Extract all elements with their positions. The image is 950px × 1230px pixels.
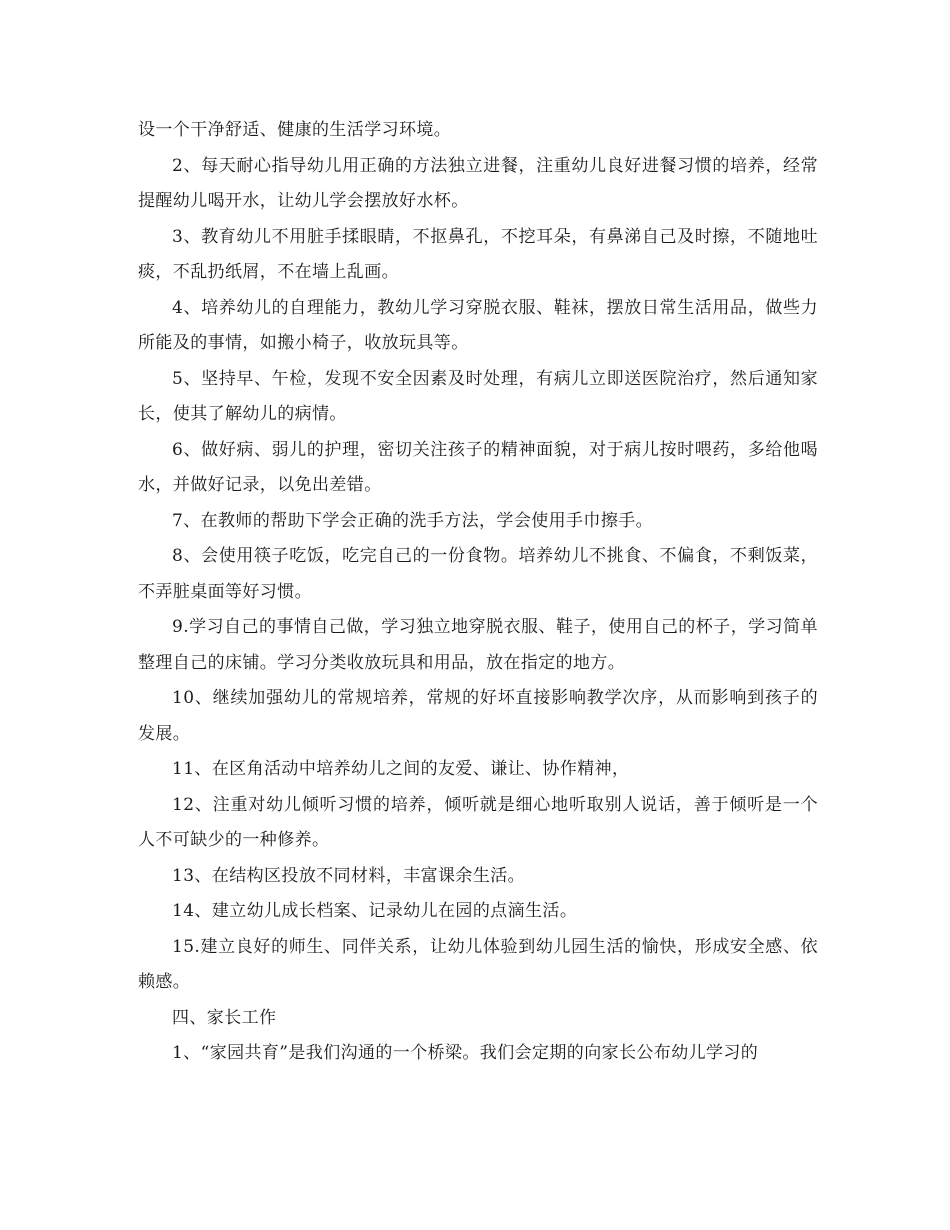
paragraph-item-3: 3、教育幼儿不用脏手揉眼睛，不抠鼻孔，不挖耳朵，有鼻涕自己及时擦，不随地吐痰，不乱扔纸屑，不在墙上乱画。	[138, 226, 818, 282]
paragraph-item-2: 2、每天耐心指导幼儿用正确的方法独立进餐，注重幼儿良好进餐习惯的培养，经常提醒幼儿喝开水，让幼儿学会摆放好水杯。	[138, 155, 818, 211]
paragraph-item-12: 12、注重对幼儿倾听习惯的培养，倾听就是细心地听取别人说话，善于倾听是一个人不可缺少的一种修养。	[138, 794, 818, 850]
paragraph-item-15: 15.建立良好的师生、同伴关系，让幼儿体验到幼儿园生活的愉快，形成安全感、依赖感。	[138, 936, 818, 992]
paragraph-item-10: 10、继续加强幼儿的常规培养，常规的好坏直接影响教学次序，从而影响到孩子的发展。	[138, 688, 818, 744]
paragraph-parent-work-1: 1、“家园共育”是我们沟通的一个桥梁。我们会定期的向家长公布幼儿学习的	[172, 1043, 759, 1063]
paragraph-item-5: 5、坚持早、午检，发现不安全因素及时处理，有病儿立即送医院治疗，然后通知家长，使其了解幼儿的病情。	[138, 368, 818, 424]
paragraph-item-6: 6、做好病、弱儿的护理，密切关注孩子的精神面貌，对于病儿按时喂药，多给他喝水，并做好记录，以免出差错。	[138, 439, 818, 495]
paragraph-item-14: 14、建立幼儿成长档案、记录幼儿在园的点滴生活。	[172, 901, 578, 921]
section-heading: 四、家长工作	[172, 1007, 277, 1028]
paragraph-item-7: 7、在教师的帮助下学会正确的洗手方法，学会使用手巾擦手。	[172, 510, 654, 531]
paragraph-item-13: 13、在结构区投放不同材料，丰富课余生活。	[172, 865, 526, 886]
paragraph-item-4: 4、培养幼儿的自理能力，教幼儿学习穿脱衣服、鞋袜，摆放日常生活用品，做些力所能及的事情，如搬小椅子，收放玩具等。	[138, 297, 818, 353]
paragraph-item-8: 8、会使用筷子吃饭，吃完自己的一份食物。培养幼儿不挑食、不偏食，不剩饭菜，不弄脏桌面等好习惯。	[138, 546, 818, 602]
document-body	[138, 113, 818, 1072]
paragraph-continuation: 设一个干净舒适、健康的生活学习环境。	[138, 120, 452, 140]
paragraph-item-9: 9.学习自己的事情自己做，学习独立地穿脱衣服、鞋子，使用自己的杯子，学习简单整理自己的床铺。学习分类收放玩具和用品，放在指定的地方。	[138, 617, 818, 673]
paragraph-item-11: 11、在区角活动中培养幼儿之间的友爱、谦让、协作精神，	[172, 759, 630, 779]
